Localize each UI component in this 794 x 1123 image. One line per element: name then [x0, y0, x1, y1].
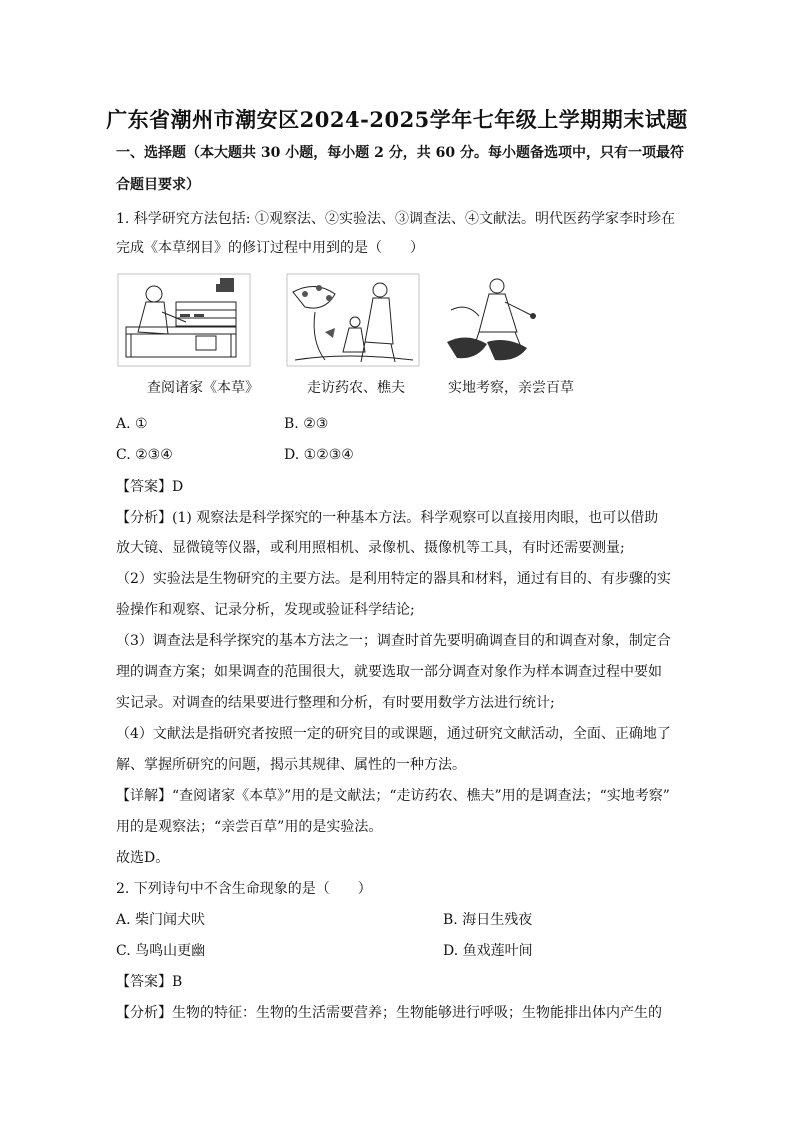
- section-heading: 一、选择题（本大题共 30 小题，每小题 2 分，共 60 分。每小题备选项中，只有一项最符: [116, 145, 684, 161]
- q1-detail-line: 用的是观察法；“亲尝百草”用的是实验法。: [116, 819, 383, 835]
- q1-analysis-line: （3）调查法是科学探究的基本方法之一；调查时首先要明确调查目的和调查对象，制定合: [116, 633, 671, 649]
- q1-analysis-line: 【分析】(1) 观察法是科学探究的一种基本方法。科学观察可以直接用肉眼，也可以借助: [116, 510, 659, 526]
- illustration-field-study: [437, 272, 573, 368]
- q2-answer: 【答案】B: [116, 974, 183, 990]
- section-heading-cont: 合题目要求）: [116, 177, 200, 193]
- caption-reading: 查阅诸家《本草》: [147, 380, 259, 396]
- q1-analysis-line: 理的调查方案；如果调查的范围很大，就要选取一部分调查对象作为样本调查过程中要如: [116, 664, 662, 680]
- q2-analysis-line: 【分析】生物的特征：生物的生活需要营养；生物能够进行呼吸；生物能排出体内产生的: [116, 1005, 662, 1021]
- illustration-reading-books: [116, 272, 252, 368]
- q1-analysis-line: 验操作和观察、记录分析，发现或验证科学结论;: [116, 602, 415, 618]
- q2-option-b: B. 海日生残夜: [443, 912, 533, 928]
- q1-option-c: C. ②③④: [116, 447, 173, 463]
- q1-analysis-line: （2）实验法是生物研究的主要方法。是利用特定的器具和材料，通过有目的、有步骤的实: [116, 571, 671, 587]
- q1-analysis-line: 解、掌握所研究的问题，揭示其规律、属性的一种方法。: [116, 757, 466, 773]
- q1-stem-cont: 完成《本草纲目》的修订过程中用到的是（ ）: [116, 240, 424, 256]
- q2-option-a: A. 柴门闻犬吠: [116, 912, 206, 928]
- page-title: 广东省潮州市潮安区2024-2025学年七年级上学期期末试题: [106, 107, 688, 132]
- illustration-visiting-farmers: [285, 272, 421, 368]
- q1-stem: 1. 科学研究方法包括: ①观察法、②实验法、③调查法、④文献法。明代医药学家李时珍在: [116, 211, 675, 227]
- caption-field-study: 实地考察，亲尝百草: [448, 380, 574, 396]
- q1-analysis-line: 放大镜、显微镜等仪器，或利用照相机、录像机、摄像机等工具，有时还需要测量;: [116, 540, 625, 556]
- q2-stem: 2. 下列诗句中不含生命现象的是（ ）: [116, 881, 372, 897]
- q1-option-a: A. ①: [116, 416, 148, 432]
- q2-option-d: D. 鱼戏莲叶间: [443, 943, 533, 959]
- q1-answer: 【答案】D: [116, 479, 184, 495]
- q1-detail-line: 【详解】“查阅诸家《本草》”用的是文献法；“走访药农、樵夫”用的是调查法；“实地考察”: [116, 788, 670, 804]
- caption-visiting: 走访药农、樵夫: [307, 380, 405, 396]
- q2-option-c: C. 鸟鸣山更幽: [116, 943, 206, 959]
- q1-conclusion: 故选D。: [116, 850, 170, 866]
- q1-option-b: B. ②③: [284, 416, 329, 432]
- q1-analysis-line: 实记录。对调查的结果要进行整理和分析，有时要用数学方法进行统计;: [116, 695, 555, 711]
- q1-option-d: D. ①②③④: [284, 447, 354, 463]
- q1-analysis-line: （4）文献法是指研究者按照一定的研究目的或课题，通过研究文献活动，全面、正确地了: [116, 726, 671, 742]
